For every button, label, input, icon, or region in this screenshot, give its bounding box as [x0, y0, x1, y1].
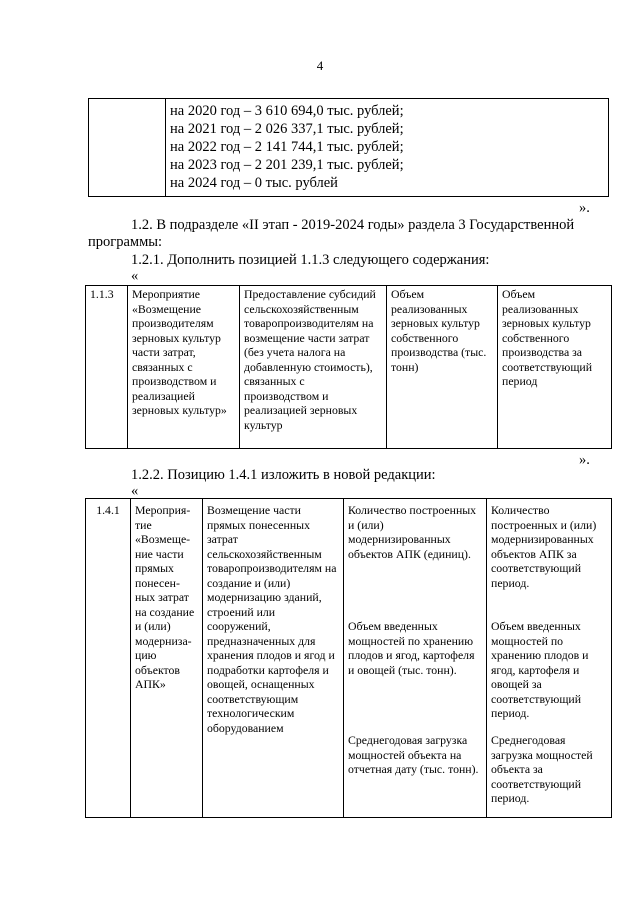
funding-2023: на 2023 год – 2 201 239,1 тыс. рублей;	[170, 157, 404, 173]
indicator-load-period: Среднегодовая загрузка мощностей объекта за соответствующий период.	[491, 733, 593, 805]
indicators	[344, 499, 487, 818]
funding-table	[88, 98, 609, 197]
indicator-capacity: Объем введенных мощностей по хранению плодов и ягод, картофеля и овощей (тыс. тонн).	[348, 619, 475, 677]
para-1-2-1: 1.2.1. Дополнить позицией 1.1.3 следующего содержания:	[131, 252, 490, 268]
measure-name: Мероприя-тие «Возмеще-ние части прямых понесен-ных затрат на создание и (или) модерниза-цию объектов АПК»	[131, 499, 203, 818]
page-number: 4	[316, 58, 324, 73]
indicator: Объем реализованных зерновых культур собственного производства (тыс. тонн)	[387, 286, 498, 449]
measure-name: Мероприятие «Возмещение производителям зерновых культур части затрат, связанных с производством и реализацией зерновых культур»	[128, 286, 240, 449]
close-quote-1: ».	[579, 200, 590, 216]
funding-table-empty-cell	[89, 99, 166, 197]
table-1-1-3	[85, 285, 612, 449]
row-number: 1.1.3	[86, 286, 128, 449]
para-1-2-2: 1.2.2. Позицию 1.4.1 изложить в новой редакции:	[131, 467, 436, 483]
funding-table-values	[166, 99, 609, 197]
funding-2021: на 2021 год – 2 026 337,1 тыс. рублей;	[170, 121, 404, 137]
funding-2024: на 2024 год – 0 тыс. рублей	[170, 175, 338, 191]
close-quote-2: ».	[579, 452, 590, 468]
funding-2020: на 2020 год – 3 610 694,0 тыс. рублей;	[170, 103, 404, 119]
row-number: 1.4.1	[86, 499, 131, 818]
indicator-count: Количество построенных и (или) модернизированных объектов АПК (единиц).	[348, 503, 477, 561]
open-quote-2: «	[131, 483, 139, 499]
measure-description: Предоставление субсидий сельскохозяйственным товаропроизводителям на возмещение части затрат (без учета налога на добавленную стоимость), связанных с производством и реализацией зерновых культур	[240, 286, 387, 449]
funding-2022: на 2022 год – 2 141 744,1 тыс. рублей;	[170, 139, 404, 155]
table-1-4-1	[85, 498, 612, 818]
measure-description: Возмещение части прямых понесенных затрат сельскохозяйственным товаропроизводителям на создание и (или) модернизацию зданий, строений или сооружений, предназначенных для хранения плодов и ягод и подработки картофеля и овощей, оснащенных соответствующим технологическим оборудованием	[203, 499, 344, 818]
indicator-period: Объем реализованных зерновых культур собственного производства за соответствующий период	[498, 286, 612, 449]
indicator-load: Среднегодовая загрузка мощностей объекта на отчетная дату (тыс. тонн).	[348, 733, 479, 776]
open-quote-1: «	[131, 268, 139, 284]
para-1-2-line1: 1.2. В подразделе «II этап - 2019-2024 годы» раздела 3 Государственной	[131, 217, 575, 233]
indicator-capacity-period: Объем введенных мощностей по хранению плодов и ягод, картофеля и овощей за соответствующий период.	[491, 619, 589, 720]
para-1-2-line2: программы:	[88, 234, 163, 250]
indicator-count-period: Количество построенных и (или) модернизированных объектов АПК за соответствующий период.	[491, 503, 597, 590]
indicators-period	[487, 499, 612, 818]
